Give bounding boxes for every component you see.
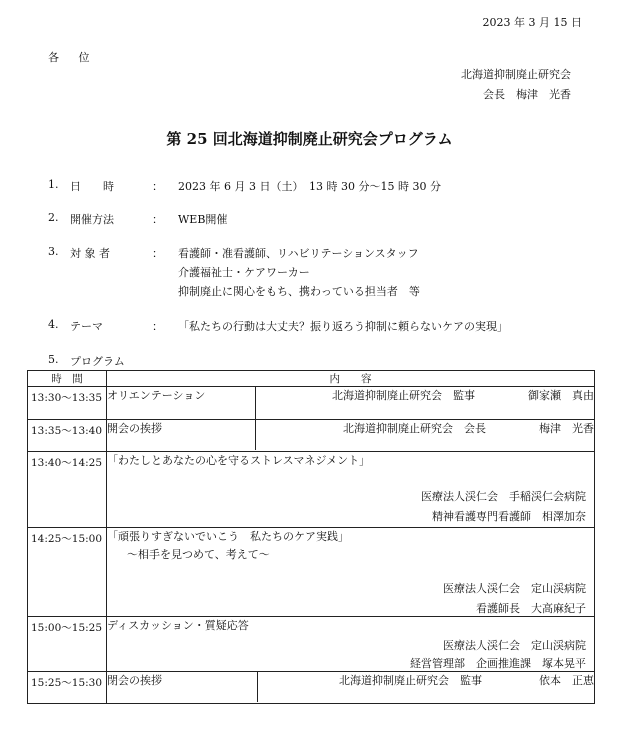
row-time: 13:35〜13:40 [28, 420, 107, 452]
session-topic: ディスカッション・質疑応答 [107, 619, 249, 632]
item-value-datetime: 2023 年 6 月 3 日（土） 13 時 30 分〜15 時 30 分 [178, 180, 441, 193]
presenter-title-name: 看護師長 大高麻紀子 [476, 602, 586, 615]
presenter-org: 北海道抑制廃止研究会 監事 [332, 389, 475, 402]
presenter-org: 北海道抑制廃止研究会 監事 [339, 674, 482, 687]
sender-chair: 会長 梅津 光香 [483, 88, 571, 101]
item-number: 1. [48, 178, 59, 191]
session-presenter [258, 672, 595, 702]
session-name: オリエンテーション [107, 389, 206, 402]
item-value-audience-line: 介護福祉士・ケアワーカー [178, 266, 310, 279]
table-row [28, 672, 595, 704]
row-time: 13:30〜13:35 [28, 387, 107, 420]
item-number: 4. [48, 318, 59, 331]
row-content [107, 528, 595, 617]
table-row [28, 452, 595, 528]
row-time: 15:25〜15:30 [28, 672, 107, 704]
row-content [107, 452, 595, 528]
table-row [28, 387, 595, 420]
program-table [27, 370, 595, 704]
row-content-grid [107, 672, 594, 702]
table-row [28, 617, 595, 672]
document-date: 2023 年 3 月 15 日 [482, 16, 582, 29]
item-label-audience: 対 象 者 [70, 247, 110, 260]
presenter-affiliation: 医療法人渓仁会 定山渓病院 [443, 582, 586, 595]
header-content: 内 容 [107, 371, 595, 387]
session-subtitle: 〜相手を見つめて、考えて〜 [127, 548, 270, 561]
table-row [28, 420, 595, 452]
item-number: 3. [48, 245, 59, 258]
session-presenter [256, 420, 595, 450]
row-content [107, 617, 595, 672]
item-colon: ： [152, 320, 163, 333]
addressee: 各 位 [48, 51, 98, 64]
presenter-affiliation: 医療法人渓仁会 手稲渓仁会病院 [421, 490, 586, 503]
row-content [107, 420, 595, 452]
table-row [28, 528, 595, 617]
session-name: 開会の挨拶 [107, 422, 162, 435]
item-colon: ： [152, 213, 163, 226]
presenter-title-name: 精神看護専門看護師 相澤加奈 [432, 510, 586, 523]
presenter-title-name: 経営管理部 企画推進課 塚本晃平 [410, 657, 586, 670]
item-label-program: プログラム [70, 355, 125, 368]
session-topic: 「わたしとあなたの心を守るストレスマネジメント」 [107, 454, 371, 467]
page-title: 第 25 回北海道抑制廃止研究会プログラム [166, 130, 453, 148]
item-label-datetime: 日 時 [70, 180, 114, 193]
item-label-method: 開催方法 [70, 213, 114, 226]
header-time: 時 間 [28, 371, 107, 387]
row-content-grid [107, 387, 594, 419]
item-value-method: WEB開催 [178, 213, 228, 226]
presenter-name: 依本 正恵 [539, 674, 594, 687]
row-time: 15:00〜15:25 [28, 617, 107, 672]
session-presenter [256, 387, 595, 419]
presenter-org: 北海道抑制廃止研究会 会長 [343, 422, 486, 435]
item-colon: ： [152, 247, 163, 260]
item-value-audience-line: 抑制廃止に関心をもち、携わっている担当者 等 [178, 285, 420, 298]
row-content-grid [107, 420, 594, 450]
item-number: 2. [48, 211, 59, 224]
presenter-name: 御家瀬 真由 [528, 389, 594, 402]
row-content [107, 672, 595, 704]
item-colon: ： [152, 180, 163, 193]
row-content [107, 387, 595, 420]
presenter-name: 梅津 光香 [539, 422, 594, 435]
row-time: 13:40〜14:25 [28, 452, 107, 528]
item-label-theme: テーマ [70, 320, 103, 333]
row-time: 14:25〜15:00 [28, 528, 107, 617]
item-number: 5. [48, 353, 59, 366]
program-header-row [28, 371, 595, 387]
presenter-affiliation: 医療法人渓仁会 定山渓病院 [443, 639, 586, 652]
session-topic: 「頑張りすぎないでいこう 私たちのケア実践」 [107, 530, 349, 543]
sender-organization: 北海道抑制廃止研究会 [461, 68, 571, 81]
item-value-audience-line: 看護師・准看護師、リハビリテーションスタッフ [178, 247, 419, 260]
session-name: 閉会の挨拶 [107, 674, 162, 687]
item-value-theme: 「私たちの行動は大丈夫？振り返ろう抑制に頼らないケアの実現」 [178, 320, 508, 333]
